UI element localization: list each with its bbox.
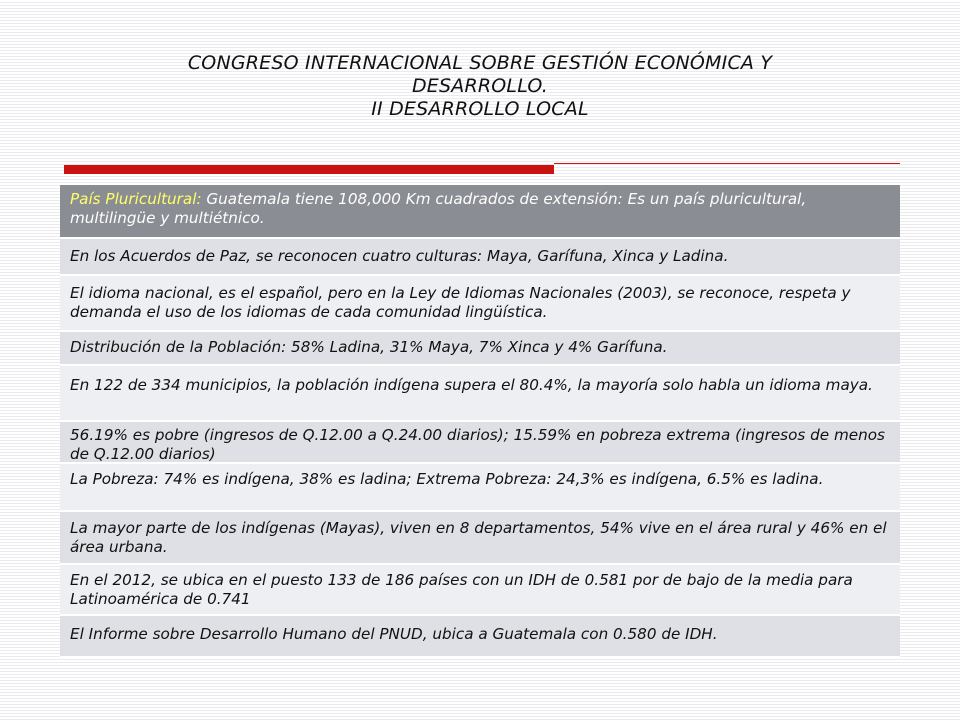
info-table [60,185,900,658]
title-line-3: II DESARROLLO LOCAL [371,98,589,120]
table-row: La Pobreza: 74% es indígena, 38% es ladina; Extrema Pobreza: 24,3% es indígena, 6.5% es ladina. [60,464,900,512]
table-row: El Informe sobre Desarrollo Humano del PNUD, ubica a Guatemala con 0.580 de IDH. [60,616,900,658]
table-row: 56.19% es pobre (ingresos de Q.12.00 a Q.24.00 diarios); 15.59% en pobreza extrema (ingresos de menos de Q.12.00 diarios) [60,422,900,464]
table-row: En los Acuerdos de Paz, se reconocen cuatro culturas: Maya, Garífuna, Xinca y Ladina. [60,239,900,276]
table-row: Distribución de la Población: 58% Ladina, 31% Maya, 7% Xinca y 4% Garífuna. [60,332,900,366]
title-line-2: DESARROLLO. [411,75,549,97]
table-row: En el 2012, se ubica en el puesto 133 de 186 países con un IDH de 0.581 por de bajo de la media para Latinoamérica de 0.741 [60,565,900,616]
title-line-1: CONGRESO INTERNACIONAL SOBRE GESTIÓN ECONÓMICA Y [187,52,773,74]
table-header-row [60,185,900,239]
table-row: El idioma nacional, es el español, pero en la Ley de Idiomas Nacionales (2003), se reconoce, respeta y demanda el uso de los idiomas de cada comunidad lingüística. [60,276,900,332]
accent-line [554,163,900,164]
header-text: Guatemala tiene 108,000 Km cuadrados de extensión: Es un país pluricultural, multilingüe y multiétnico. [70,190,807,227]
header-highlight: País Pluricultural: [70,190,202,208]
table-row: La mayor parte de los indígenas (Mayas), viven en 8 departamentos, 54% vive en el área rural y 46% en el área urbana. [60,512,900,565]
slide-title [100,52,860,121]
table-row: En 122 de 334 municipios, la población indígena supera el 80.4%, la mayoría solo habla un idioma maya. [60,366,900,422]
accent-bar [64,165,554,174]
